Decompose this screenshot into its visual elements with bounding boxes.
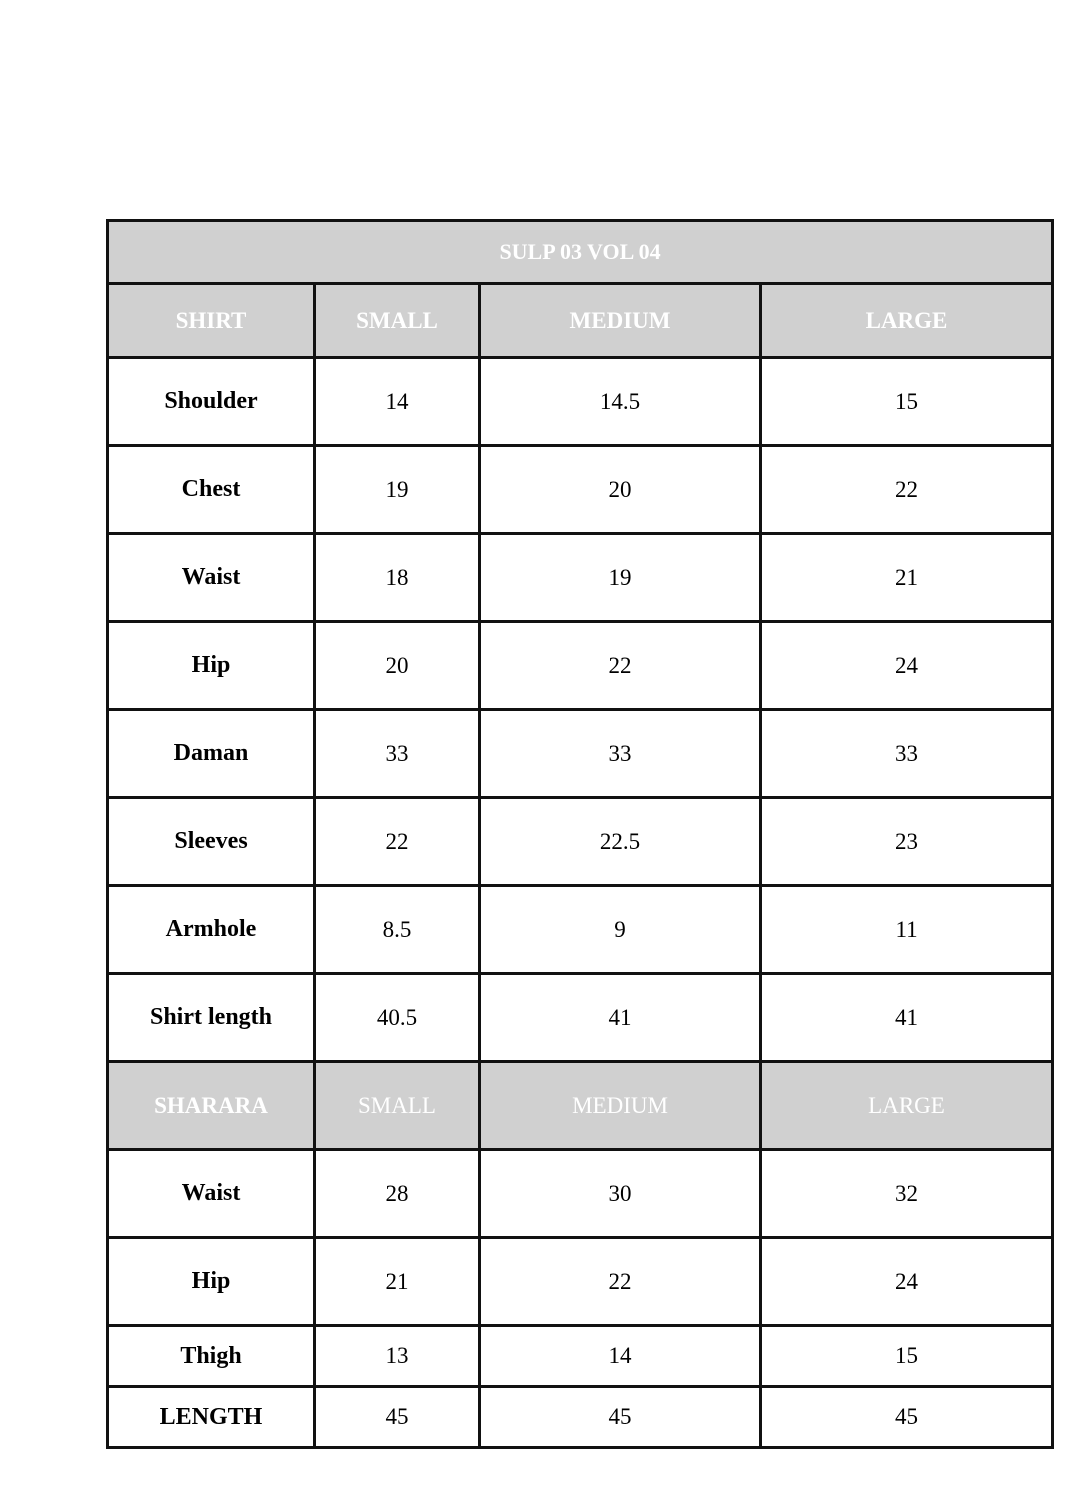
cell-medium: 20	[480, 446, 761, 534]
cell-medium: 41	[480, 974, 761, 1062]
cell-small: 20	[315, 622, 480, 710]
cell-large: 11	[761, 886, 1053, 974]
cell-small: 14	[315, 358, 480, 446]
cell-small: 22	[315, 798, 480, 886]
table-row	[108, 358, 1053, 446]
cell-medium: 45	[480, 1387, 761, 1448]
cell-medium: 33	[480, 710, 761, 798]
cell-medium: 9	[480, 886, 761, 974]
cell-large: 15	[761, 358, 1053, 446]
size-chart-table	[106, 219, 1054, 1449]
cell-large: 33	[761, 710, 1053, 798]
column-header-large: LARGE	[761, 1062, 1053, 1150]
cell-medium: 14	[480, 1326, 761, 1387]
row-label: Waist	[108, 534, 315, 622]
table-row	[108, 622, 1053, 710]
cell-small: 8.5	[315, 886, 480, 974]
column-header-medium: MEDIUM	[480, 284, 761, 358]
table-row	[108, 1150, 1053, 1238]
sharara-header-row	[108, 1062, 1053, 1150]
cell-medium: 22.5	[480, 798, 761, 886]
cell-large: 24	[761, 622, 1053, 710]
cell-small: 19	[315, 446, 480, 534]
row-label: Armhole	[108, 886, 315, 974]
row-label: Hip	[108, 622, 315, 710]
table-row	[108, 1238, 1053, 1326]
cell-large: 45	[761, 1387, 1053, 1448]
table-row	[108, 446, 1053, 534]
cell-large: 22	[761, 446, 1053, 534]
cell-medium: 30	[480, 1150, 761, 1238]
cell-large: 41	[761, 974, 1053, 1062]
cell-large: 32	[761, 1150, 1053, 1238]
table-row	[108, 710, 1053, 798]
column-header-medium: MEDIUM	[480, 1062, 761, 1150]
row-label: Sleeves	[108, 798, 315, 886]
cell-small: 40.5	[315, 974, 480, 1062]
table-row	[108, 534, 1053, 622]
sharara-section-label: SHARARA	[108, 1062, 315, 1150]
cell-medium: 14.5	[480, 358, 761, 446]
shirt-section-label: SHIRT	[108, 284, 315, 358]
row-label: Chest	[108, 446, 315, 534]
cell-small: 33	[315, 710, 480, 798]
row-label: Daman	[108, 710, 315, 798]
table-row	[108, 974, 1053, 1062]
cell-large: 21	[761, 534, 1053, 622]
table-row	[108, 886, 1053, 974]
chart-title: SULP 03 VOL 04	[108, 221, 1053, 284]
cell-small: 28	[315, 1150, 480, 1238]
cell-small: 45	[315, 1387, 480, 1448]
table-row	[108, 1387, 1053, 1448]
cell-large: 15	[761, 1326, 1053, 1387]
cell-large: 24	[761, 1238, 1053, 1326]
cell-medium: 22	[480, 622, 761, 710]
cell-large: 23	[761, 798, 1053, 886]
row-label: Shirt length	[108, 974, 315, 1062]
column-header-large: LARGE	[761, 284, 1053, 358]
cell-small: 13	[315, 1326, 480, 1387]
table-row	[108, 798, 1053, 886]
row-label: Waist	[108, 1150, 315, 1238]
column-header-small: SMALL	[315, 1062, 480, 1150]
column-header-small: SMALL	[315, 284, 480, 358]
row-label: LENGTH	[108, 1387, 315, 1448]
title-row	[108, 221, 1053, 284]
row-label: Shoulder	[108, 358, 315, 446]
shirt-header-row	[108, 284, 1053, 358]
cell-small: 21	[315, 1238, 480, 1326]
cell-medium: 22	[480, 1238, 761, 1326]
cell-small: 18	[315, 534, 480, 622]
table-row	[108, 1326, 1053, 1387]
row-label: Hip	[108, 1238, 315, 1326]
row-label: Thigh	[108, 1326, 315, 1387]
cell-medium: 19	[480, 534, 761, 622]
